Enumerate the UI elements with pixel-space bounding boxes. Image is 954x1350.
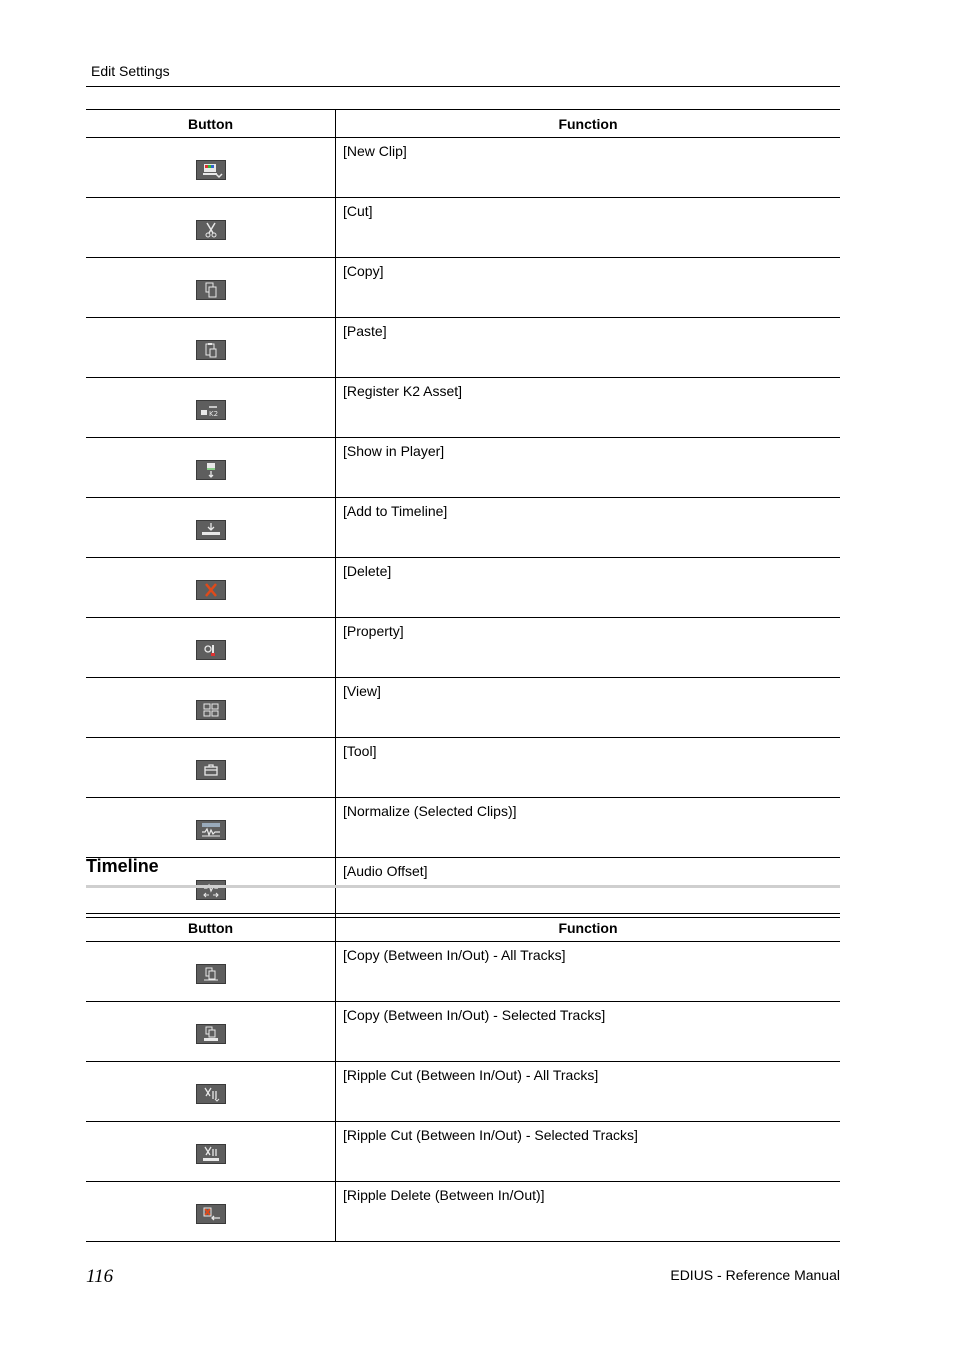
ripple-delete-icon — [196, 1204, 226, 1224]
add-to-timeline-icon — [196, 520, 226, 540]
page-number: 116 — [86, 1266, 114, 1287]
header-rule — [86, 86, 840, 87]
table-row — [86, 798, 840, 858]
tool-icon — [196, 760, 226, 780]
function-cell: [Delete] — [336, 558, 841, 618]
section-title: Timeline — [86, 856, 159, 876]
table-row — [86, 138, 840, 198]
table-row — [86, 618, 840, 678]
table-header-row — [86, 110, 840, 138]
function-cell: [Cut] — [336, 198, 841, 258]
footer-manual-title: EDIUS - Reference Manual — [670, 1267, 840, 1283]
table-row — [86, 1002, 840, 1062]
function-cell: [Paste] — [336, 318, 841, 378]
column-header-button: Button — [86, 914, 336, 942]
table-row — [86, 738, 840, 798]
copy-in-out-all-tracks-icon — [196, 964, 226, 984]
ripple-cut-all-tracks-icon — [196, 1084, 226, 1104]
table-row — [86, 318, 840, 378]
function-cell: [Ripple Cut (Between In/Out) - Selected Tracks] — [336, 1122, 841, 1182]
table-row — [86, 198, 840, 258]
timeline-buttons-table — [86, 913, 840, 1242]
toolbar-buttons-table — [86, 109, 840, 918]
table-row — [86, 678, 840, 738]
function-cell: [Audio Offset] — [336, 858, 841, 918]
table-row — [86, 942, 840, 1002]
function-cell: [Copy (Between In/Out) - All Tracks] — [336, 942, 841, 1002]
table-row — [86, 1062, 840, 1122]
table-row — [86, 498, 840, 558]
register-k2-asset-icon — [196, 400, 226, 420]
table-header-row — [86, 914, 840, 942]
column-header-function: Function — [336, 914, 841, 942]
section-rule — [86, 885, 840, 888]
table-row — [86, 1182, 840, 1242]
audio-offset-icon — [196, 880, 226, 900]
function-cell: [Ripple Delete (Between In/Out)] — [336, 1182, 841, 1242]
table-row — [86, 1122, 840, 1182]
normalize-icon — [196, 820, 226, 840]
show-in-player-icon — [196, 460, 226, 480]
function-cell: [New Clip] — [336, 138, 841, 198]
new-clip-icon — [196, 160, 226, 180]
column-header-function: Function — [336, 110, 841, 138]
k2-icon-text: K2 — [208, 409, 218, 418]
running-header: Edit Settings — [91, 63, 170, 79]
ripple-cut-selected-tracks-icon — [196, 1144, 226, 1164]
function-cell: [Tool] — [336, 738, 841, 798]
function-cell: [Copy (Between In/Out) - Selected Tracks] — [336, 1002, 841, 1062]
copy-in-out-selected-tracks-icon — [196, 1024, 226, 1044]
paste-icon — [196, 340, 226, 360]
copy-icon — [196, 280, 226, 300]
table-row — [86, 558, 840, 618]
function-cell: [Copy] — [336, 258, 841, 318]
column-header-button: Button — [86, 110, 336, 138]
view-icon — [196, 700, 226, 720]
delete-icon — [196, 580, 226, 600]
property-icon — [196, 640, 226, 660]
function-cell: [Add to Timeline] — [336, 498, 841, 558]
function-cell: [View] — [336, 678, 841, 738]
function-cell: [Show in Player] — [336, 438, 841, 498]
function-cell: [Normalize (Selected Clips)] — [336, 798, 841, 858]
function-cell: [Register K2 Asset] — [336, 378, 841, 438]
function-cell: [Ripple Cut (Between In/Out) - All Tracks] — [336, 1062, 841, 1122]
cut-icon — [196, 220, 226, 240]
table-row — [86, 258, 840, 318]
function-cell: [Property] — [336, 618, 841, 678]
table-row — [86, 438, 840, 498]
table-row — [86, 378, 840, 438]
